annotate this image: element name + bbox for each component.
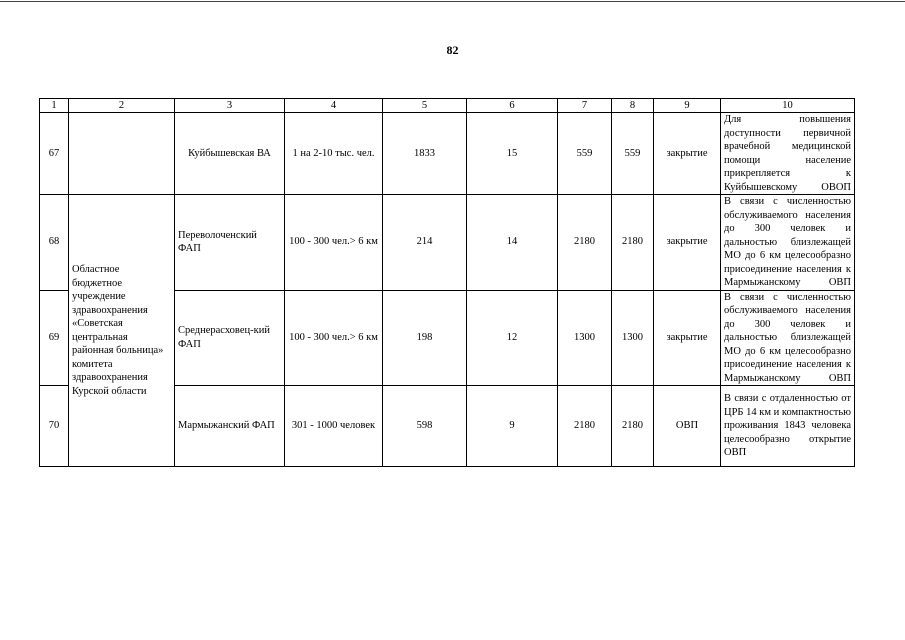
column-6-value: 12 (467, 290, 558, 386)
column-8-value: 2180 (612, 195, 654, 291)
justification-note: Для повышения доступности первичной врачебной медицинской помощи население прикрепляется к Куйбышевскому ОВОП (721, 113, 855, 195)
table-row (40, 113, 855, 195)
page-number: 82 (446, 43, 459, 57)
column-number: 4 (285, 99, 383, 113)
justification-note: В связи с численностью обслуживаемого населения до 300 человек и дальностью близлежащей МО до 6 км целесообразно присоединение населения к Мармыжанскому ОВП (721, 195, 855, 291)
column-5-value: 598 (383, 386, 467, 467)
column-7-value: 1300 (558, 290, 612, 386)
column-number: 1 (40, 99, 69, 113)
column-5-value: 1833 (383, 113, 467, 195)
organization-name: Областное бюджетное учреждение здравоохранения «Советская центральная районная больница» комитета здравоохранения Курской области (69, 195, 175, 467)
organization-cell-empty (69, 113, 175, 195)
population-norm: 100 - 300 чел.> 6 км (285, 290, 383, 386)
column-5-value: 198 (383, 290, 467, 386)
population-norm: 100 - 300 чел.> 6 км (285, 195, 383, 291)
column-number: 3 (175, 99, 285, 113)
column-7-value: 2180 (558, 195, 612, 291)
top-rule (0, 1, 905, 2)
justification-note: В связи с численностью обслуживаемого населения до 300 человек и дальностью близлежащей МО до 6 км целесообразно присоединение населения к Мармыжанскому ОВП (721, 290, 855, 386)
column-number: 6 (467, 99, 558, 113)
column-8-value: 1300 (612, 290, 654, 386)
population-norm: 301 - 1000 человек (285, 386, 383, 467)
column-7-value: 559 (558, 113, 612, 195)
column-number: 7 (558, 99, 612, 113)
row-number: 68 (40, 195, 69, 291)
facility-name: Мармыжанский ФАП (175, 386, 285, 467)
facility-name: Куйбышевская ВА (175, 113, 285, 195)
facilities-table (39, 98, 855, 467)
column-number: 8 (612, 99, 654, 113)
column-number: 9 (654, 99, 721, 113)
column-number: 2 (69, 99, 175, 113)
column-6-value: 15 (467, 113, 558, 195)
column-number: 10 (721, 99, 855, 113)
row-number: 70 (40, 386, 69, 467)
column-7-value: 2180 (558, 386, 612, 467)
proposed-action: закрытие (654, 113, 721, 195)
population-norm: 1 на 2-10 тыс. чел. (285, 113, 383, 195)
facility-name: Переволоченский ФАП (175, 195, 285, 291)
justification-note: В связи с отдаленностью от ЦРБ 14 км и компактностью проживания 1843 человека целесообразно открытие ОВП (721, 386, 855, 467)
facility-name: Среднерасховец-кий ФАП (175, 290, 285, 386)
column-6-value: 9 (467, 386, 558, 467)
row-number: 67 (40, 113, 69, 195)
table-row (40, 195, 855, 291)
column-8-value: 559 (612, 113, 654, 195)
column-number: 5 (383, 99, 467, 113)
row-number: 69 (40, 290, 69, 386)
column-number-row (40, 99, 855, 113)
column-6-value: 14 (467, 195, 558, 291)
proposed-action: ОВП (654, 386, 721, 467)
proposed-action: закрытие (654, 195, 721, 291)
column-5-value: 214 (383, 195, 467, 291)
column-8-value: 2180 (612, 386, 654, 467)
proposed-action: закрытие (654, 290, 721, 386)
